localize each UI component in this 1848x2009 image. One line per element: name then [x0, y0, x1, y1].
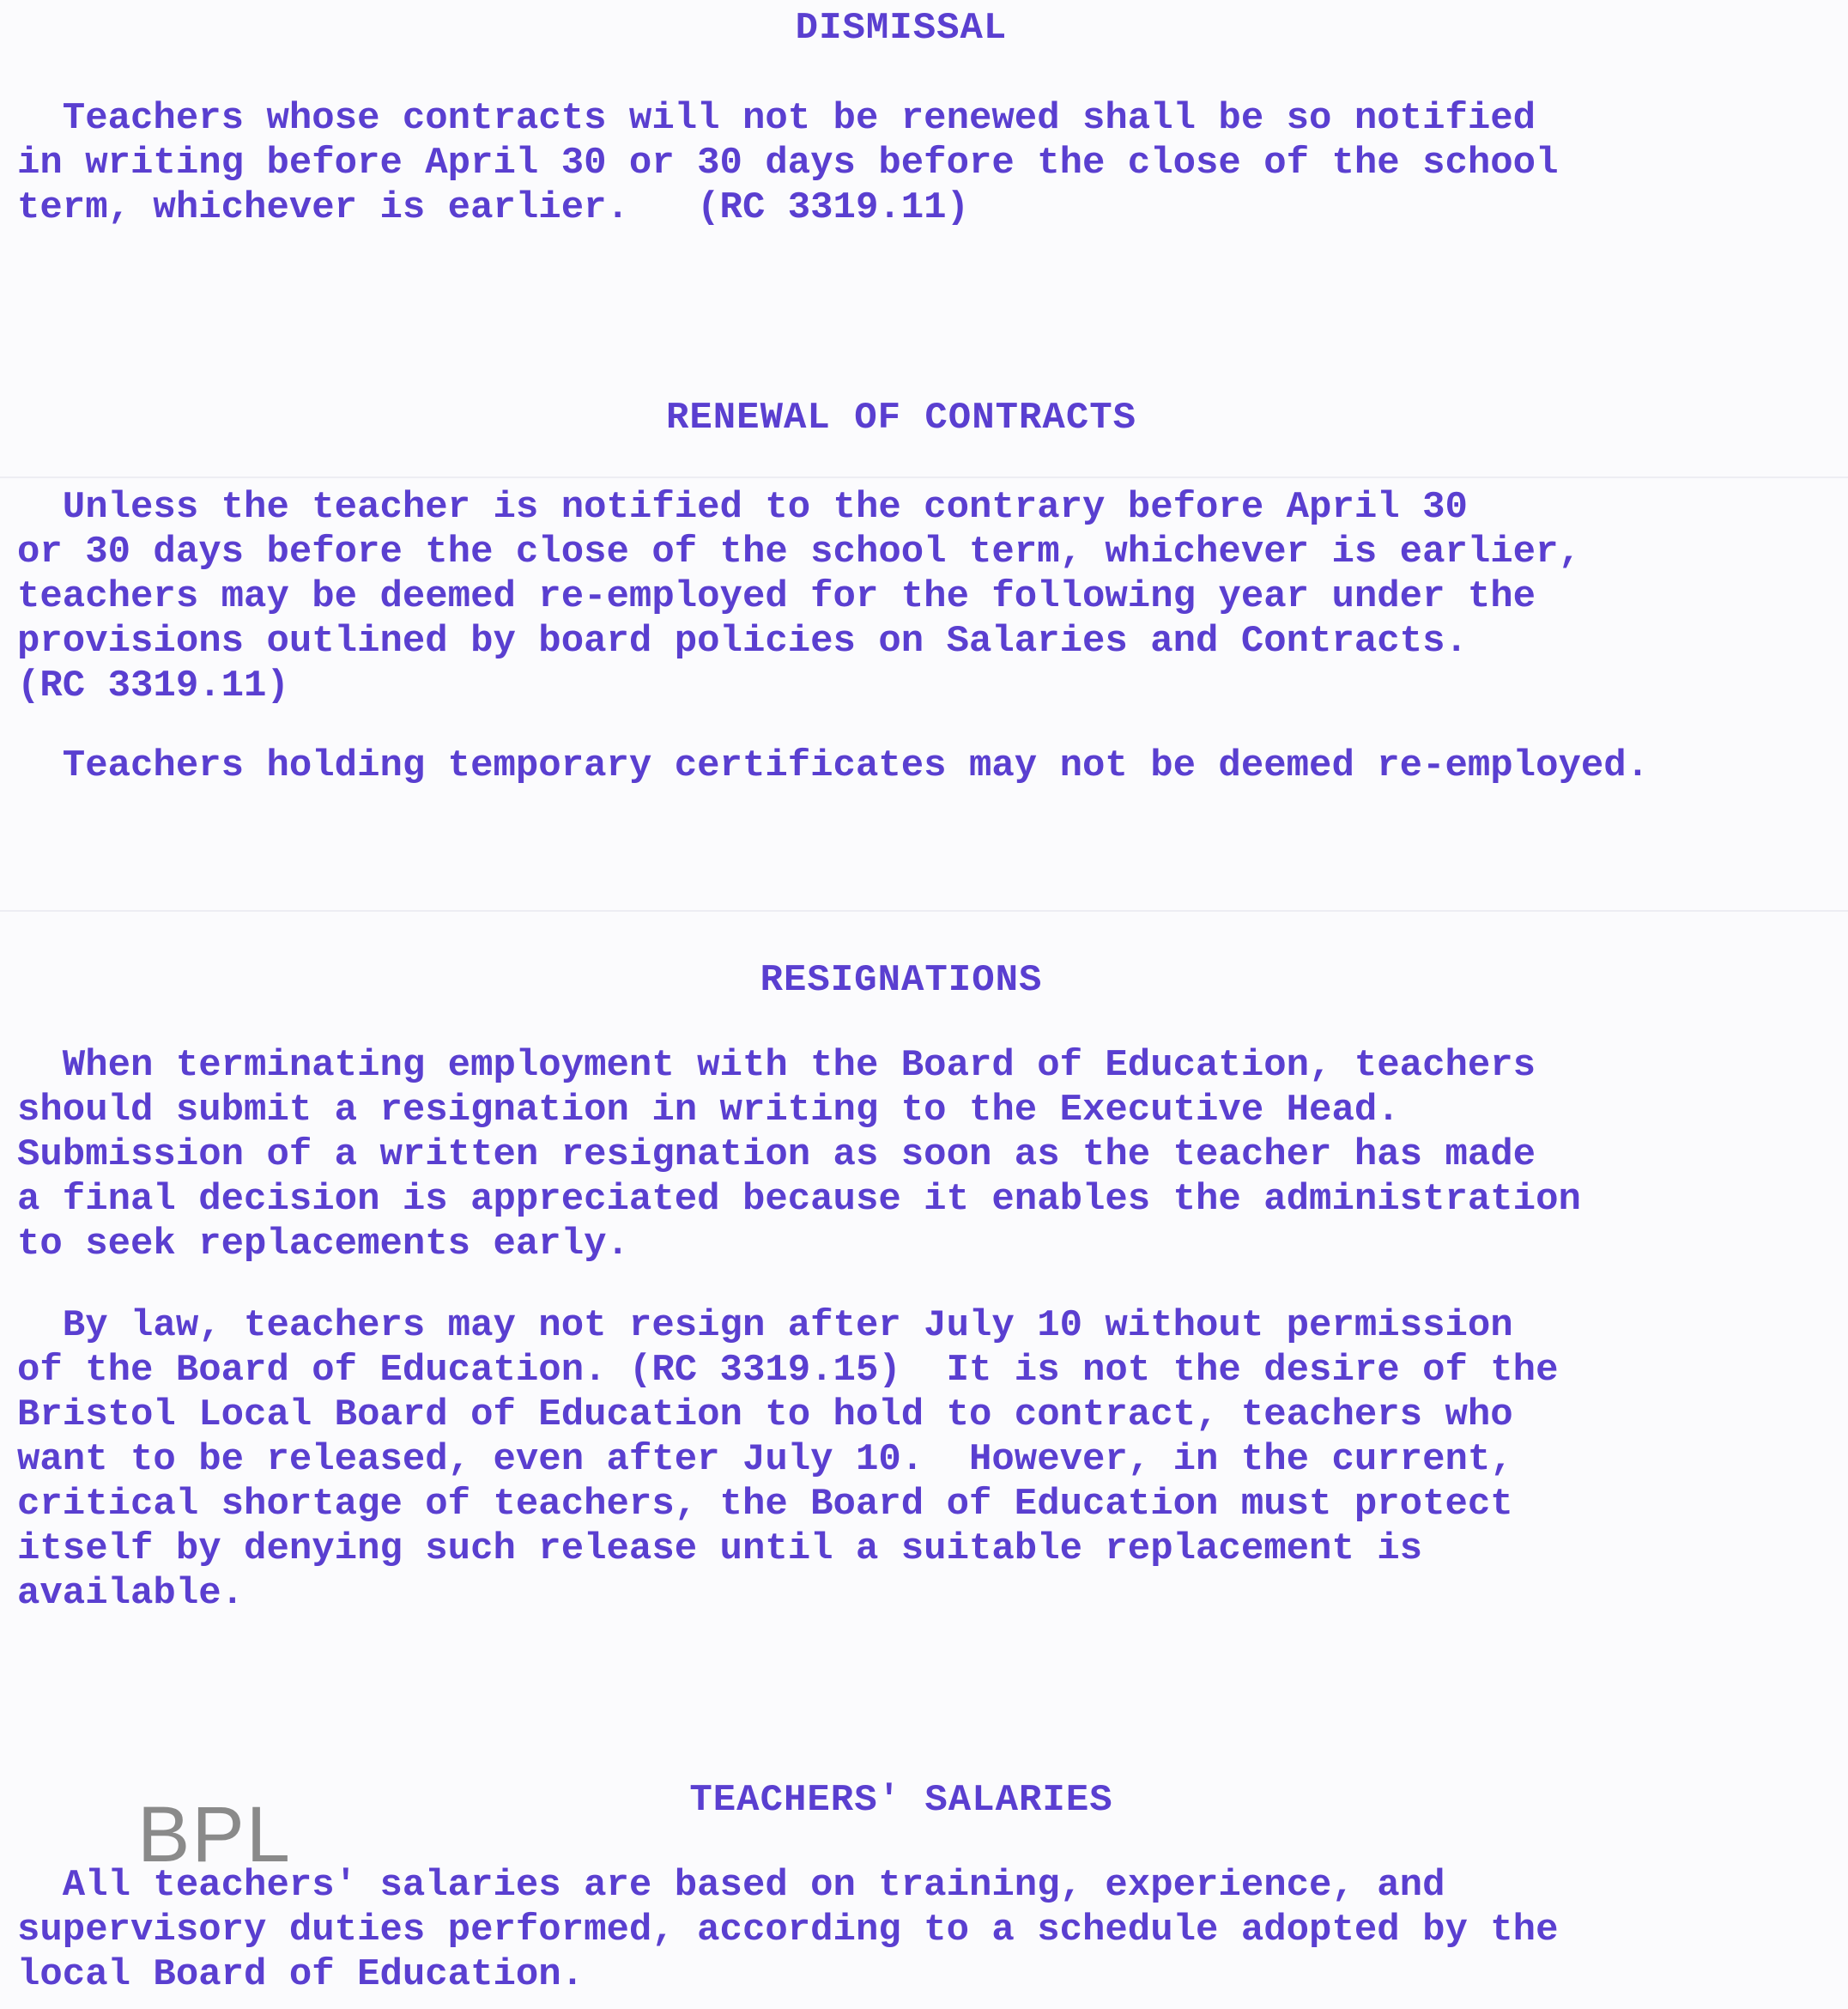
text-line: By law, teachers may not resign after July 10 without permission	[17, 1304, 1513, 1347]
text-line: in writing before April 30 or 30 days before the close of the school	[17, 142, 1559, 185]
text-line: Teachers holding temporary certificates may not be deemed re-employed.	[17, 744, 1650, 787]
text-line: a final decision is appreciated because it enables the administration	[17, 1178, 1581, 1221]
temporary-certificates-paragraph	[17, 744, 1837, 788]
paper-fold-line	[0, 910, 1848, 912]
text-line: or 30 days before the close of the school term, whichever is earlier,	[17, 531, 1581, 574]
text-line: should submit a resignation in writing to the Executive Head.	[17, 1089, 1400, 1132]
text-line: to seek replacements early.	[17, 1223, 629, 1265]
text-line: Unless the teacher is notified to the contrary before April 30	[17, 486, 1468, 529]
text-line: provisions outlined by board policies on Salaries and Contracts.	[17, 620, 1468, 663]
text-line: want to be released, even after July 10. However, in the current,	[17, 1438, 1513, 1481]
text-line: available.	[17, 1572, 245, 1615]
section-heading-dismissal: DISMISSAL	[795, 7, 1008, 50]
text-line: Submission of a written resignation as soon as the teacher has made	[17, 1133, 1536, 1176]
bpl-watermark: BPL	[137, 1791, 292, 1879]
text-line: teachers may be deemed re-employed for the following year under the	[17, 575, 1536, 618]
text-line: itself by denying such release until a suitable replacement is	[17, 1527, 1423, 1570]
text-line: of the Board of Education. (RC 3319.15) It is not the desire of the	[17, 1349, 1559, 1392]
text-line: When terminating employment with the Board of Education, teachers	[17, 1044, 1536, 1087]
renewal-paragraph	[17, 485, 1837, 708]
dismissal-paragraph	[17, 96, 1837, 230]
text-line: All teachers' salaries are based on training, experience, and	[17, 1864, 1445, 1907]
text-line: Teachers whose contracts will not be renewed shall be so notified	[17, 97, 1536, 140]
text-line: critical shortage of teachers, the Board of Education must protect	[17, 1483, 1513, 1526]
text-line: Bristol Local Board of Education to hold to contract, teachers who	[17, 1393, 1513, 1436]
paper-fold-line	[0, 476, 1848, 478]
section-heading-resignations: RESIGNATIONS	[760, 959, 1043, 1002]
section-heading-teachers-salaries: TEACHERS' SALARIES	[689, 1779, 1113, 1822]
section-heading-renewal-of-contracts: RENEWAL OF CONTRACTS	[665, 397, 1137, 440]
text-line: supervisory duties performed, according to a schedule adopted by the	[17, 1909, 1559, 1951]
resignations-paragraph-1	[17, 1043, 1837, 1266]
text-line: term, whichever is earlier. (RC 3319.11)	[17, 186, 969, 229]
salaries-paragraph	[17, 1863, 1837, 1997]
text-line: (RC 3319.11)	[17, 665, 289, 707]
resignations-paragraph-2	[17, 1303, 1837, 1616]
text-line: local Board of Education.	[17, 1953, 585, 1996]
